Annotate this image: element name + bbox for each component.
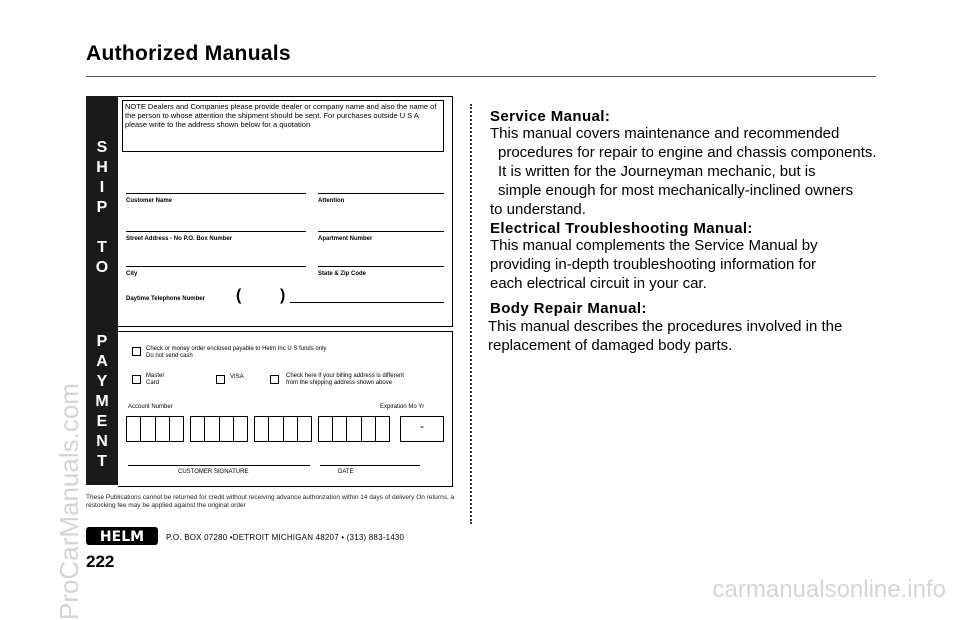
apartment-label: Apartment Number <box>318 236 373 242</box>
ship-letter: O <box>95 259 109 276</box>
phone-paren-open: ( <box>236 287 242 304</box>
ship-letter: P <box>96 199 108 216</box>
no-cash-label: Do not send cash <box>146 353 193 359</box>
billing-different-label-1: Check here if your billing address is different <box>286 373 404 379</box>
account-number-cells-1[interactable] <box>126 416 184 442</box>
body-line: providing in-depth troubleshooting information for <box>490 256 817 273</box>
phone-paren-close: ) <box>280 287 286 304</box>
customer-name-label: Customer Name <box>126 198 173 204</box>
street-address-line[interactable] <box>126 231 306 232</box>
city-line[interactable] <box>126 266 306 267</box>
side-watermark: ProCarManuals.com <box>54 383 84 620</box>
section-heading: Service Manual: <box>490 108 611 125</box>
helm-logo-text: HELM <box>99 529 145 545</box>
bottom-watermark: carmanualsonline.info <box>712 576 946 603</box>
body-line: This manual complements the Service Manual by <box>490 237 818 254</box>
mastercard-checkbox[interactable] <box>132 375 141 384</box>
payment-label <box>86 332 118 472</box>
column-divider <box>470 104 472 524</box>
body-line: simple enough for most mechanically-inclined owners <box>498 182 854 199</box>
state-zip-label: State & Zip Code <box>318 271 367 277</box>
apartment-line[interactable] <box>318 231 444 232</box>
attention-label: Attention <box>318 198 345 204</box>
street-address-label: Street Address - No P.O. Box Number <box>126 236 233 242</box>
ship-letter-gap <box>86 218 118 238</box>
payment-letter: A <box>96 353 108 370</box>
page-number: 222 <box>86 552 115 571</box>
attention-line[interactable] <box>318 193 444 194</box>
payment-letter: P <box>96 333 108 350</box>
body-line: procedures for repair to engine and chassis components. <box>498 144 877 161</box>
billing-different-label-2: from the shipping address shown above <box>286 380 393 386</box>
state-zip-line[interactable] <box>318 266 444 267</box>
page-title: Authorized Manuals <box>86 42 291 65</box>
check-money-order-label: Check or money order enclosed payable to Helm Inc U S funds only <box>146 346 327 352</box>
daytime-phone-line[interactable] <box>290 302 444 303</box>
payment-letter: Y <box>96 373 108 390</box>
ship-to-section <box>118 96 453 327</box>
section-heading: Body Repair Manual: <box>490 300 647 317</box>
signature-line[interactable] <box>128 465 310 466</box>
title-rule <box>86 76 876 77</box>
helm-address: P.O. BOX 07280 •DETROIT MICHIGAN 48207 • (313) 883-1430 <box>166 533 405 542</box>
account-number-cells-4[interactable] <box>318 416 390 442</box>
customer-name-line[interactable] <box>126 193 306 194</box>
ship-to-label <box>86 138 118 278</box>
ship-letter: H <box>96 159 108 176</box>
mastercard-label-2: Card <box>146 380 160 386</box>
return-disclaimer: These Publications cannot be returned for credit without receiving advance authorization within 14 days of delivery On returns, a restocking fee may be applied against the original order <box>86 494 455 509</box>
body-line: to understand. <box>490 201 586 218</box>
billing-different-checkbox[interactable] <box>270 375 279 384</box>
daytime-phone-label: Daytime Telephone Number <box>126 296 205 302</box>
body-line: each electrical circuit in your car. <box>490 275 707 292</box>
body-line: It is written for the Journeyman mechanic, but is <box>498 163 816 180</box>
account-number-label: Account Number <box>128 404 173 410</box>
payment-letter: T <box>97 453 107 470</box>
payment-letter: E <box>96 413 108 430</box>
ship-letter: T <box>97 239 107 256</box>
check-money-order-checkbox[interactable] <box>132 347 141 356</box>
body-line: This manual describes the procedures involved in the <box>488 318 843 335</box>
body-line: replacement of damaged body parts. <box>488 337 733 354</box>
section-body <box>490 124 877 219</box>
signature-label: CUSTOMER SIGNATURE <box>178 469 249 475</box>
order-form <box>86 96 454 485</box>
form-side-stripe <box>86 96 118 485</box>
section-body <box>488 317 842 355</box>
ship-letter: S <box>96 139 108 156</box>
body-line: This manual covers maintenance and recommended <box>490 125 840 142</box>
ship-letter: I <box>99 179 105 196</box>
section-heading: Electrical Troubleshooting Manual: <box>490 220 753 237</box>
date-line[interactable] <box>320 465 420 466</box>
mastercard-label-1: Master <box>146 373 165 379</box>
payment-letter: M <box>95 393 109 410</box>
payment-section <box>118 331 453 487</box>
visa-label: VISA <box>230 374 244 380</box>
dealer-note: NOTE Dealers and Companies please provide dealer or company name and also the name of the person to whose attention the shipment should be sent. For purchases outside U S A please write to the address shown below for a quotation <box>122 100 444 152</box>
date-label: DATE <box>338 469 354 475</box>
account-number-cells-2[interactable] <box>190 416 248 442</box>
section-body <box>490 236 818 293</box>
expiration-field[interactable]: - <box>400 416 444 442</box>
expiration-label: Expiration Mo Yr <box>380 404 425 410</box>
account-number-cells-3[interactable] <box>254 416 312 442</box>
payment-letter: N <box>96 433 108 450</box>
city-label: City <box>126 271 138 277</box>
helm-logo <box>86 527 158 545</box>
visa-checkbox[interactable] <box>216 375 225 384</box>
